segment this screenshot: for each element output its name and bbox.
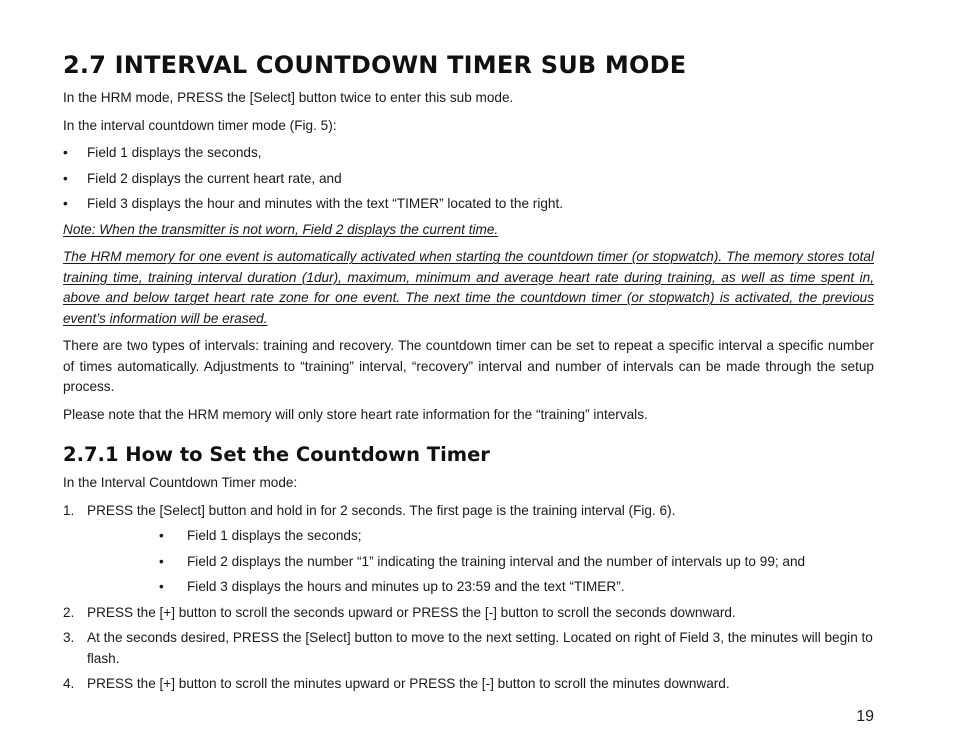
bullet-icon: • [159,579,164,594]
step-number: 3. [63,630,75,645]
sub-list-item [159,526,874,547]
list-item-text: Field 2 displays the current heart rate, and [87,170,342,186]
step-number: 1. [63,502,75,518]
list-item-text: Field 1 displays the seconds, [87,145,262,160]
document-page [63,50,874,700]
bullet-icon: • [63,170,68,186]
list-item [63,169,874,190]
steps-list [63,501,874,695]
section-heading: 2.7 INTERVAL COUNTDOWN TIMER SUB MODE [63,51,687,79]
step-item [63,501,874,598]
field-list [63,143,874,215]
intro-paragraph: In the HRM mode, PRESS the [Select] button twice to enter this sub mode. [63,90,514,105]
subsection-heading: 2.7.1 How to Set the Countdown Timer [63,443,490,466]
step-number: 2. [63,604,75,620]
step-number: 4. [63,676,75,691]
sub-list-item-text: Field 2 displays the number “1” indicating the training interval and the number of intervals up to 99; and [187,553,806,569]
page-number: 19 [856,708,874,725]
step-text: PRESS the [+] button to scroll the minutes upward or PRESS the [-] button to scroll the minutes downward. [87,676,730,691]
sub-list-item-text: Field 3 displays the hours and minutes up to 23:59 and the text “TIMER”. [187,579,625,594]
subsection-intro: In the Interval Countdown Timer mode: [63,475,298,490]
bullet-icon: • [63,196,68,211]
step-sub-list [87,526,874,598]
bullet-icon: • [159,553,164,569]
step-item [63,628,874,669]
fig5-intro-paragraph: In the interval countdown timer mode (Fig. 5): [63,117,337,133]
step-item [63,603,874,624]
list-item-text: Field 3 displays the hour and minutes with the text “TIMER” located to the right. [87,196,564,211]
memory-training-paragraph: Please note that the HRM memory will only store heart rate information for the “training” intervals. [63,406,648,422]
bullet-icon: • [159,528,164,543]
intervals-paragraph: There are two types of intervals: training and recovery. The countdown timer can be set to repeat a specific interval a specific number of times automatically. Adjustments to “training” interval, “recovery” interval and number of intervals can be made through the setup process. [63,338,874,394]
sub-list-item-text: Field 1 displays the seconds; [187,528,362,543]
step-text: At the seconds desired, PRESS the [Select] button to move to the next setting. Located on right of Field 3, the minutes will begin to flash. [87,630,873,666]
list-item [63,143,874,164]
step-text: PRESS the [Select] button and hold in for 2 seconds. The first page is the training interval (Fig. 6). [87,502,676,518]
step-item [63,674,874,695]
bullet-icon: • [63,145,68,160]
transmitter-note: Note: When the transmitter is not worn, Field 2 displays the current time. [63,221,499,237]
memory-note: The HRM memory for one event is automatically activated when starting the countdown timer (or stopwatch). The memory stores total training time, training interval duration (1dur), maximum, minimum and average heart rate during training, as well as time spent in, above and below target heart rate zone for one event. The next time the countdown timer (or stopwatch) is activated, the previous event’s information will be erased. [63,249,874,326]
list-item [63,194,874,215]
sub-list-item [159,552,874,573]
step-text: PRESS the [+] button to scroll the seconds upward or PRESS the [-] button to scroll the seconds downward. [87,604,736,620]
sub-list-item [159,577,874,598]
